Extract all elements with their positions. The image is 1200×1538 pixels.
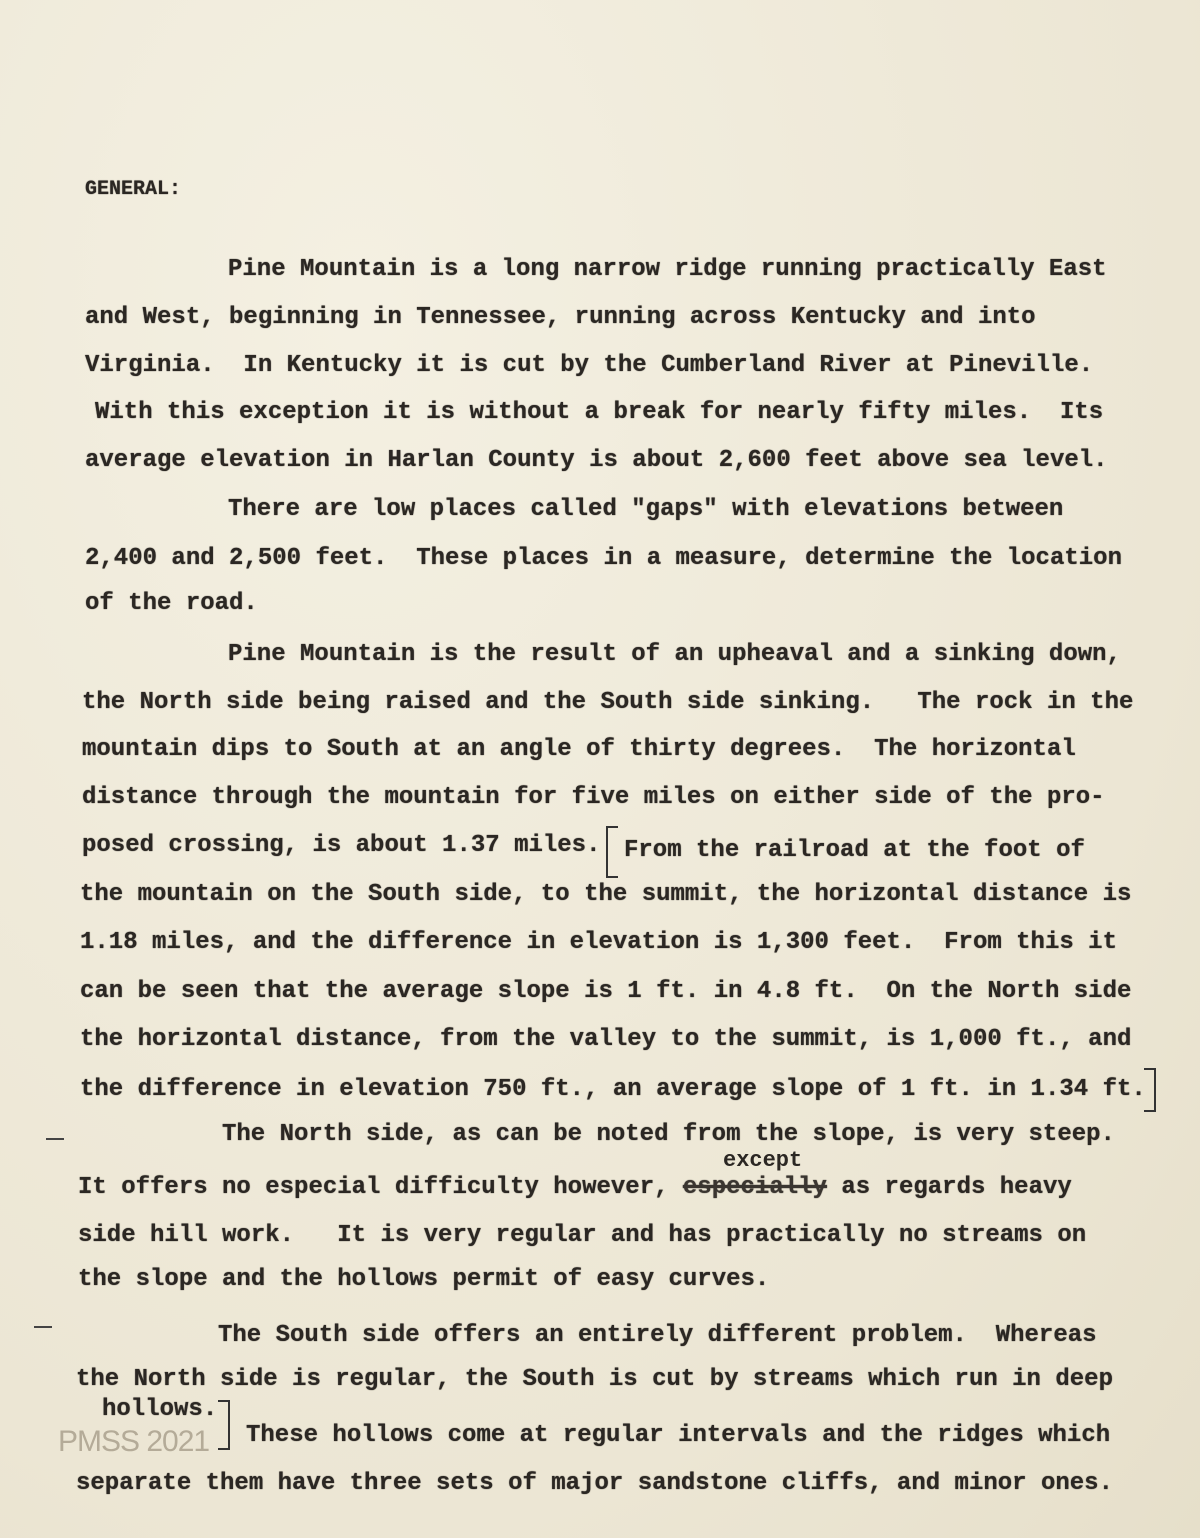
- text-line: There are low places called "gaps" with elevations between: [228, 496, 1064, 523]
- text-line: With this exception it is without a break for nearly fifty miles. Its: [95, 399, 1104, 426]
- handwritten-insertion: except: [723, 1148, 803, 1173]
- text-line: The South side offers an entirely different problem. Whereas: [218, 1322, 1097, 1349]
- text-line: Pine Mountain is the result of an upheaval and a sinking down,: [228, 641, 1121, 668]
- text-line: the mountain on the South side, to the summit, the horizontal distance is: [80, 881, 1132, 908]
- text-line: the North side being raised and the South side sinking. The rock in the: [82, 689, 1134, 716]
- text-line: hollows.: [102, 1396, 218, 1423]
- text-line: mountain dips to South at an angle of thirty degrees. The horizontal: [82, 736, 1076, 763]
- text-line: separate them have three sets of major sandstone cliffs, and minor ones.: [76, 1470, 1113, 1497]
- text-line: 2,400 and 2,500 feet. These places in a measure, determine the location: [85, 545, 1122, 572]
- text-line: [78, 1174, 1072, 1202]
- watermark: PMSS 2021: [58, 1425, 210, 1458]
- text-line: the horizontal distance, from the valley to the summit, is 1,000 ft., and: [80, 1026, 1132, 1053]
- text-line: the North side is regular, the South is cut by streams which run in deep: [76, 1366, 1113, 1393]
- text-line: The North side, as can be noted from the slope, is very steep.: [222, 1121, 1115, 1148]
- text-line: of the road.: [85, 590, 258, 617]
- margin-mark: [46, 1138, 64, 1140]
- text-segment: as regards heavy: [841, 1174, 1072, 1201]
- text-line: the difference in elevation 750 ft., an average slope of 1 ft. in 1.34 ft.: [80, 1076, 1146, 1103]
- section-heading: GENERAL:: [85, 178, 182, 201]
- text-line: These hollows come at regular intervals and the ridges which: [246, 1422, 1111, 1449]
- text-line: From the railroad at the foot of: [624, 837, 1085, 864]
- text-line: Virginia. In Kentucky it is cut by the Cumberland River at Pineville.: [85, 352, 1094, 379]
- text-line: average elevation in Harlan County is about 2,600 feet above sea level.: [85, 447, 1108, 474]
- text-line: side hill work. It is very regular and has practically no streams on: [78, 1222, 1087, 1249]
- text-line: the slope and the hollows permit of easy curves.: [78, 1266, 770, 1293]
- bracket-close: [1144, 1068, 1156, 1112]
- text-line: distance through the mountain for five miles on either side of the pro-: [82, 784, 1105, 811]
- text-line: 1.18 miles, and the difference in elevation is 1,300 feet. From this it: [80, 929, 1117, 956]
- text-segment: It offers no especial difficulty however,: [78, 1174, 669, 1201]
- margin-mark: [34, 1326, 52, 1328]
- struck-word: especially: [682, 1174, 827, 1201]
- bracket-open: [606, 826, 618, 878]
- text-line: Pine Mountain is a long narrow ridge running practically East: [228, 256, 1107, 283]
- text-line: posed crossing, is about 1.37 miles.: [82, 832, 601, 859]
- bracket-close: [218, 1400, 230, 1450]
- text-line: can be seen that the average slope is 1 ft. in 4.8 ft. On the North side: [80, 978, 1132, 1005]
- text-line: and West, beginning in Tennessee, running across Kentucky and into: [85, 304, 1036, 331]
